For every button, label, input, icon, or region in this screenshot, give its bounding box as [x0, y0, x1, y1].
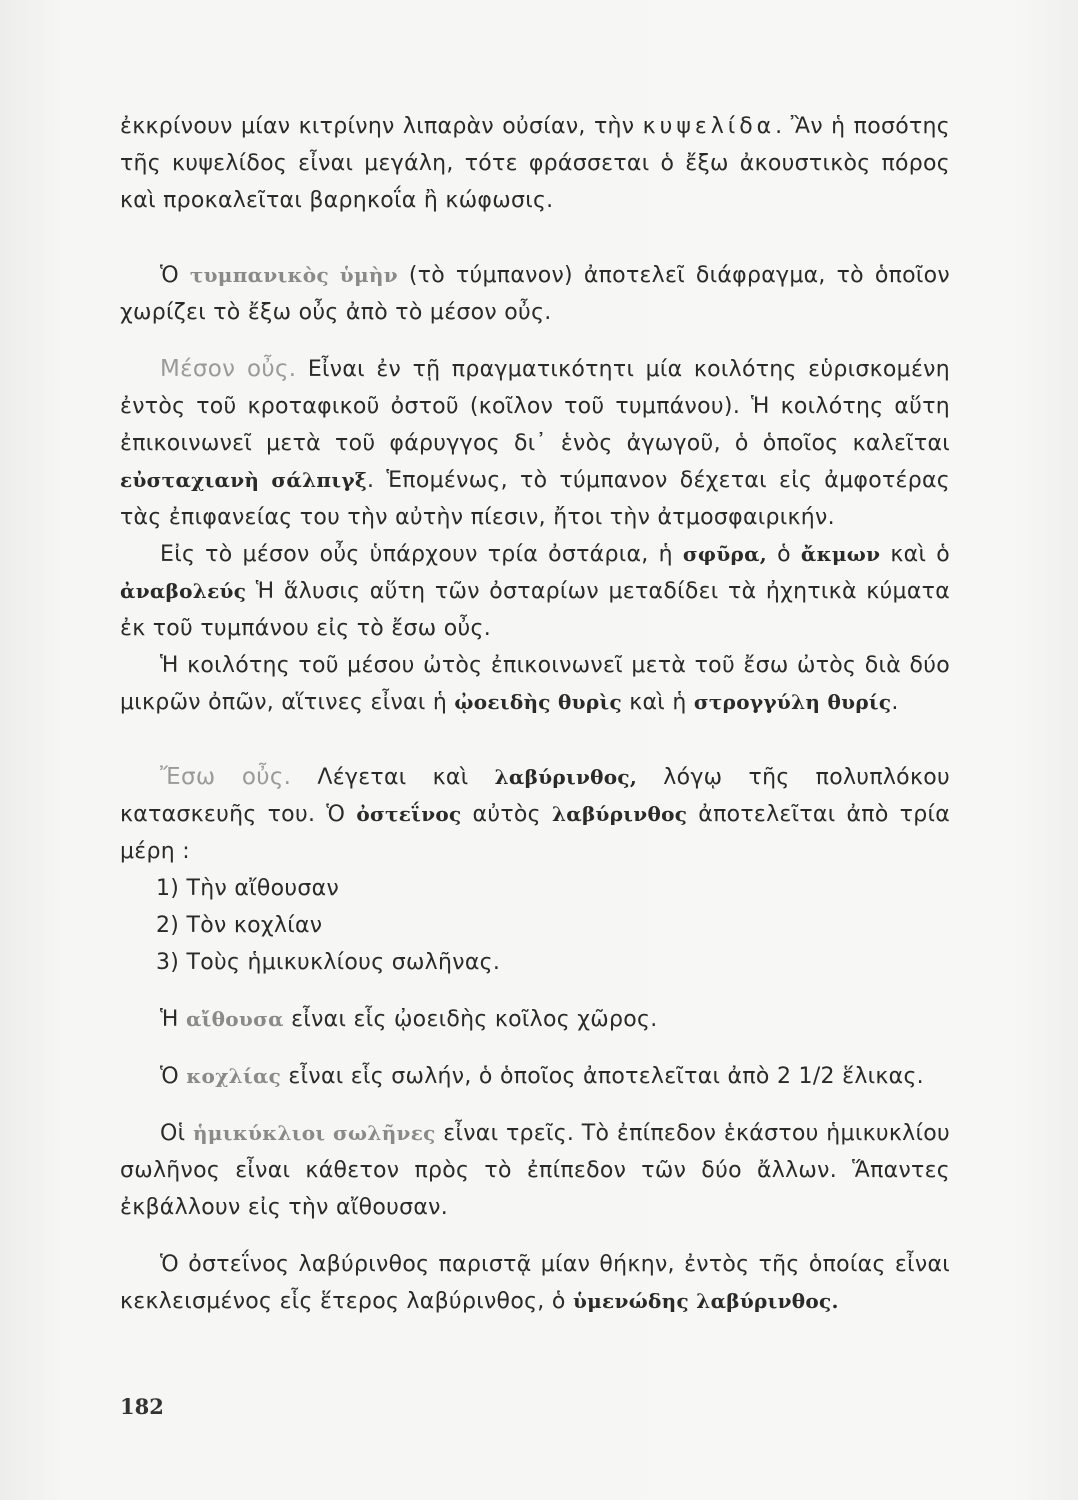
section-paragraph: Ἔσω οὖς. Λέγεται καὶ λαβύρινθος, λόγῳ τῆς πολυπλόκου κατασκευῆς του. Ὁ ὀστεΐνος αὐτὸς λαβύρινθος ἀποτελεῖται ἀπὸ τρία μέρη :	[120, 764, 950, 864]
body-text	[120, 108, 950, 1320]
paragraph: Οἱ ἡμικύκλιοι σωλῆνες εἶναι τρεῖς. Τὸ ἐπίπεδον ἑκάστου ἡμικυκλίου σωλῆνος εἶναι κάθετον πρὸς τὸ ἐπίπεδον τῶν δύο ἄλλων. Ἅπαντες ἐκβάλλουν εἰς τὴν αἴθουσαν.	[120, 1121, 950, 1220]
term: ὀστεΐνος	[356, 802, 462, 826]
list-item: 3) Τοὺς ἡμικυκλίους σωλῆνας.	[156, 950, 501, 975]
list-item: 1) Τὴν αἴθουσαν	[156, 876, 340, 901]
term: ἄκμων	[800, 542, 881, 566]
term: κοχλίας	[186, 1064, 282, 1088]
spaced-term: κυψελίδα	[642, 114, 776, 139]
term: ἡμικύκλιοι σωλῆνες	[192, 1121, 436, 1145]
term: λαβύρινθος	[551, 802, 688, 826]
page-number: 182	[120, 1394, 164, 1419]
section-heading: Ἔσω οὖς.	[160, 764, 292, 790]
term: σφῦρα,	[682, 542, 768, 566]
term: τυμπανικὸς ὑμὴν	[189, 263, 398, 287]
section-heading: Μέσον οὖς.	[160, 356, 297, 382]
term: εὐσταχιανὴ σάλπιγξ	[120, 468, 367, 492]
term: ὑμενώδης λαβύρινθος.	[572, 1289, 839, 1313]
term: αἴθουσα	[185, 1007, 284, 1031]
paragraph: ἐκκρίνουν μίαν κιτρίνην λιπαρὰν οὐσίαν, τὴν κυψελίδα. Ἂν ἡ ποσότης τῆς κυψελίδος εἶναι μεγάλη, τότε φράσσεται ὁ ἔξω ἀκουστικὸς πόρος καὶ προκαλεῖται βαρηκοΐα ἢ κώφωσις.	[120, 114, 950, 213]
paragraph: Ὁ ὀστεΐνος λαβύρινθος παριστᾷ μίαν θήκην, ἐντὸς τῆς ὁποίας εἶναι κεκλεισμένος εἷς ἕτερος λαβύρινθος, ὁ ὑμενώδης λαβύρινθος.	[120, 1252, 950, 1314]
numbered-list	[120, 870, 950, 981]
list-item: 2) Τὸν κοχλίαν	[156, 913, 323, 938]
paragraph: Εἰς τὸ μέσον οὖς ὑπάρχουν τρία ὀστάρια, ἡ σφῦρα, ὁ ἄκμων καὶ ὁ ἀναβολεύς Ἡ ἅλυσις αὕτη τῶν ὀσταρίων μεταδίδει τὰ ἠχητικὰ κύματα ἐκ τοῦ τυμπάνου εἰς τὸ ἔσω οὖς.	[120, 542, 950, 641]
paragraph: Ὁ κοχλίας εἶναι εἷς σωλήν, ὁ ὁποῖος ἀποτελεῖται ἀπὸ 2 1/2 ἕλικας.	[160, 1064, 924, 1089]
paragraph: Ἡ κοιλότης τοῦ μέσου ὠτὸς ἐπικοινωνεῖ μετὰ τοῦ ἔσω ὠτὸς διὰ δύο μικρῶν ὀπῶν, αἵτινες εἶναι ἡ ᾠοειδὴς θυρὶς καὶ ἡ στρογγύλη θυρίς.	[120, 653, 950, 715]
paragraph: Ὁ τυμπανικὸς ὑμὴν (τὸ τύμπανον) ἀποτελεῖ διάφραγμα, τὸ ὁποῖον χωρίζει τὸ ἔξω οὖς ἀπὸ τὸ μέσον οὖς.	[120, 263, 950, 325]
section-paragraph: Μέσον οὖς. Εἶναι ἐν τῇ πραγματικότητι μία κοιλότης εὑρισκομένη ἐντὸς τοῦ κροταφικοῦ ὀστοῦ (κοῖλον τοῦ τυμπάνου). Ἡ κοιλότης αὕτη ἐπικοινωνεῖ μετὰ τοῦ φάρυγγος δι᾽ ἑνὸς ἀγωγοῦ, ὁ ὁποῖος καλεῖται εὐσταχιανὴ σάλπιγξ. Ἑπομένως, τὸ τύμπανον δέχεται εἰς ἀμφοτέρας τὰς ἐπιφανείας του τὴν αὐτὴν πίεσιν, ἤτοι τὴν ἀτμοσφαιρικήν.	[120, 356, 951, 530]
term: στρογγύλη θυρίς	[693, 690, 892, 714]
term: λαβύρινθος,	[494, 765, 638, 789]
term: ᾠοειδὴς θυρὶς	[454, 690, 622, 714]
term: ἀναβολεύς	[120, 579, 247, 603]
paragraph: Ἡ αἴθουσα εἶναι εἷς ᾠοειδὴς κοῖλος χῶρος.	[160, 1007, 658, 1032]
